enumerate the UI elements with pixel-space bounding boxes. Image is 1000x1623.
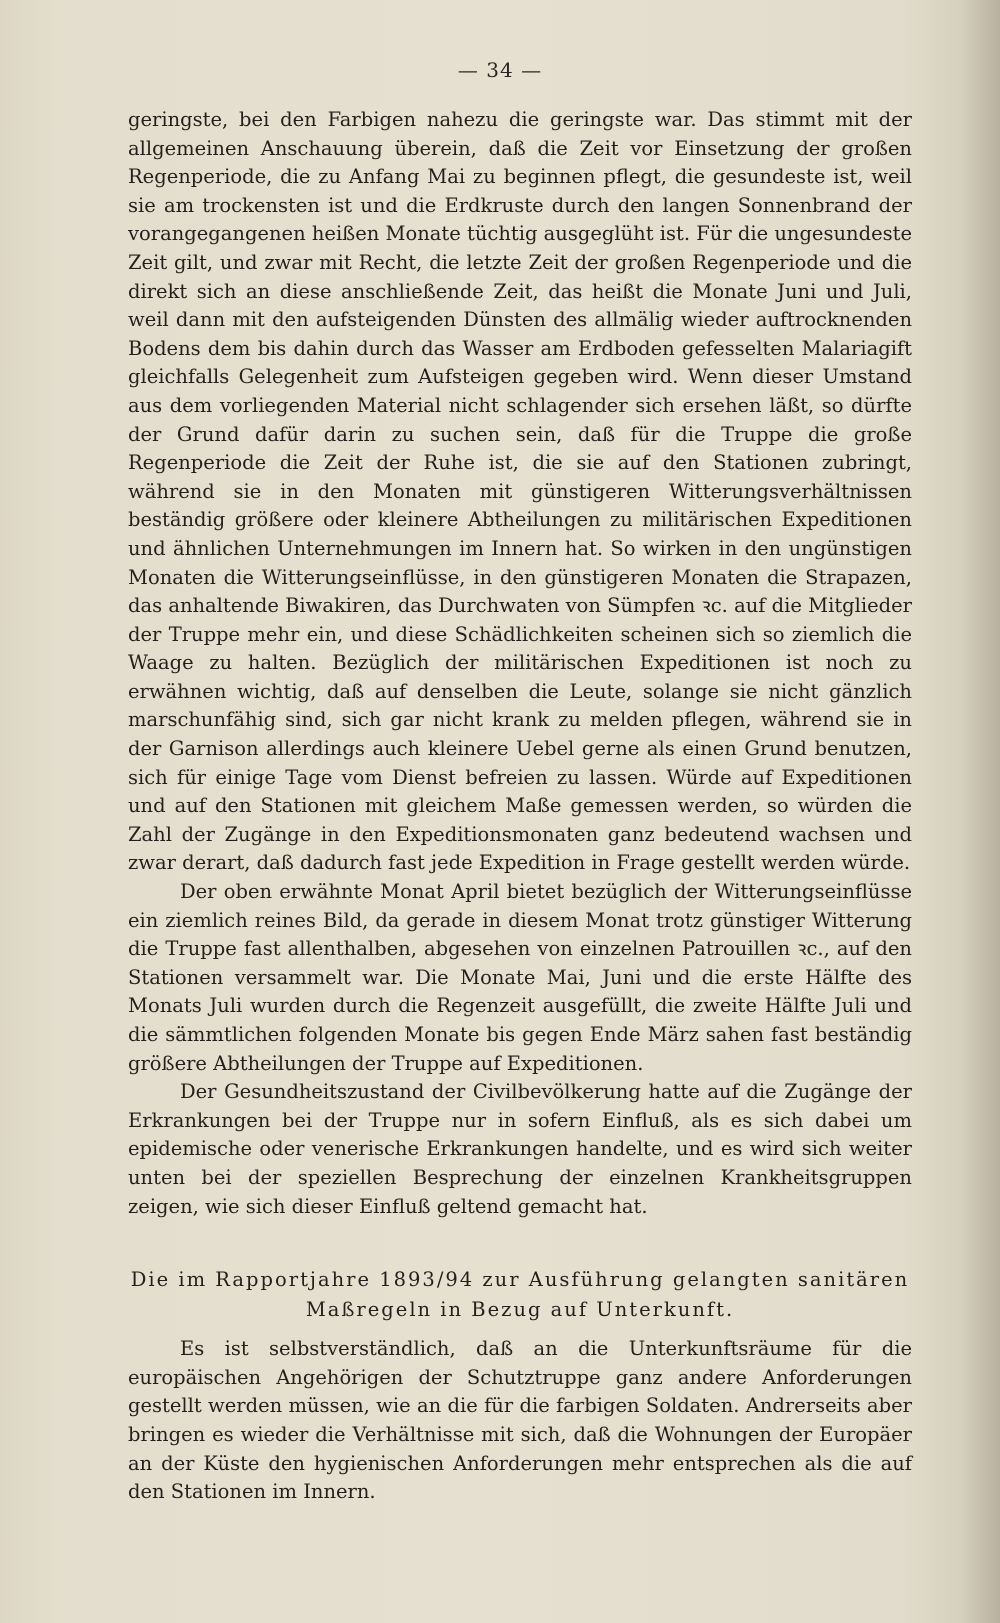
- section-heading-line-2: Maßregeln in Bezug auf Unterkunft.: [305, 1298, 735, 1322]
- paragraph: geringste, bei den Farbigen nahezu die geringste war. Das stimmt mit der allgemeinen Anschauung überein, daß die Zeit vor Einsetzung der großen Regenperiode, die zu Anfang Mai zu beginnen pflegt, die gesundeste ist, weil sie am trockensten ist und die Erdkruste durch den langen Sonnenbrand der vorangegangenen heißen Monate tüchtig ausgeglüht ist. Für die ungesundeste Zeit gilt, und zwar mit Recht, die letzte Zeit der großen Regenperiode und die direkt sich an diese anschließende Zeit, das heißt die Monate Juni und Juli, weil dann mit den aufsteigenden Dünsten des allmälig wieder auftrocknenden Bodens dem bis dahin durch das Wasser am Erdboden gefesselten Malariagift gleichfalls Gelegenheit zum Aufsteigen gegeben wird. Wenn dieser Umstand aus dem vorliegenden Material nicht schlagender sich ersehen läßt, so dürfte der Grund dafür darin zu suchen sein, daß für die Truppe die große Regenperiode die Zeit der Ruhe ist, die sie auf den Stationen zubringt, während sie in den Monaten mit günstigeren Witterungsverhältnissen beständig größere oder kleinere Abtheilungen zu militärischen Expeditionen und ähnlichen Unternehmungen im Innern hat. So wirken in den ungünstigen Monaten die Witterungseinflüsse, in den günstigeren Monaten die Strapazen, das anhaltende Biwakiren, das Durchwaten von Sümpfen ꝛc. auf die Mitglieder der Truppe mehr ein, und diese Schädlichkeiten scheinen sich so ziemlich die Waage zu halten. Bezüglich der militärischen Expeditionen ist noch zu erwähnen wichtig, daß auf denselben die Leute, solange sie nicht gänzlich marschunfähig sind, sich gar nicht krank zu melden pflegen, während sie in der Garnison allerdings auch kleinere Uebel gerne als einen Grund benutzen, sich für einige Tage vom Dienst befreien zu lassen. Würde auf Expeditionen und auf den Stationen mit gleichem Maße gemessen werden, so würden die Zahl der Zugänge in den Expeditionsmonaten ganz bedeutend wachsen und zwar derart, daß dadurch fast jede Expedition in Frage gestellt werden würde.: [128, 108, 913, 875]
- paragraph: Der Gesundheitszustand der Civilbevölkerung hatte auf die Zugänge der Erkrankungen bei der Truppe nur in sofern Einfluß, als es sich dabei um epidemische oder venerische Erkrankungen handelte, und es wird sich weiter unten bei der speziellen Besprechung der einzelnen Krankheitsgruppen zeigen, wie sich dieser Einfluß geltend gemacht hat.: [128, 1080, 912, 1218]
- section-heading: [128, 1265, 912, 1325]
- paragraph: Es ist selbstverständlich, daß an die Unterkunftsräume für die europäischen Angehörigen der Schutztruppe ganz andere Anforderungen gestellt werden müssen, wie an die für die farbigen Soldaten. Andrerseits aber bringen es wieder die Verhältnisse mit sich, daß die Wohnungen der Europäer an der Küste den hygienischen Anforderungen mehr entsprechen als die auf den Stationen im Innern.: [128, 1337, 912, 1504]
- section-heading-line-1: Die im Rapportjahre 1893/94 zur Ausführung gelangten sanitären: [130, 1268, 910, 1292]
- page-number: — 34 —: [457, 58, 543, 82]
- paragraph: Der oben erwähnte Monat April bietet bezüglich der Witterungseinflüsse ein ziemlich reines Bild, da gerade in diesem Monat trotz günstiger Witterung die Truppe fast allenthalben, abgesehen von einzelnen Patrouillen ꝛc., auf den Stationen versammelt war. Die Monate Mai, Juni und die erste Hälfte des Monats Juli wurden durch die Regenzeit ausgefüllt, die zweite Hälfte Juli und die sämmtlichen folgenden Monate bis gegen Ende März sahen fast beständig größere Abtheilungen der Truppe auf Expeditionen.: [128, 880, 912, 1075]
- body-text: [128, 106, 912, 1507]
